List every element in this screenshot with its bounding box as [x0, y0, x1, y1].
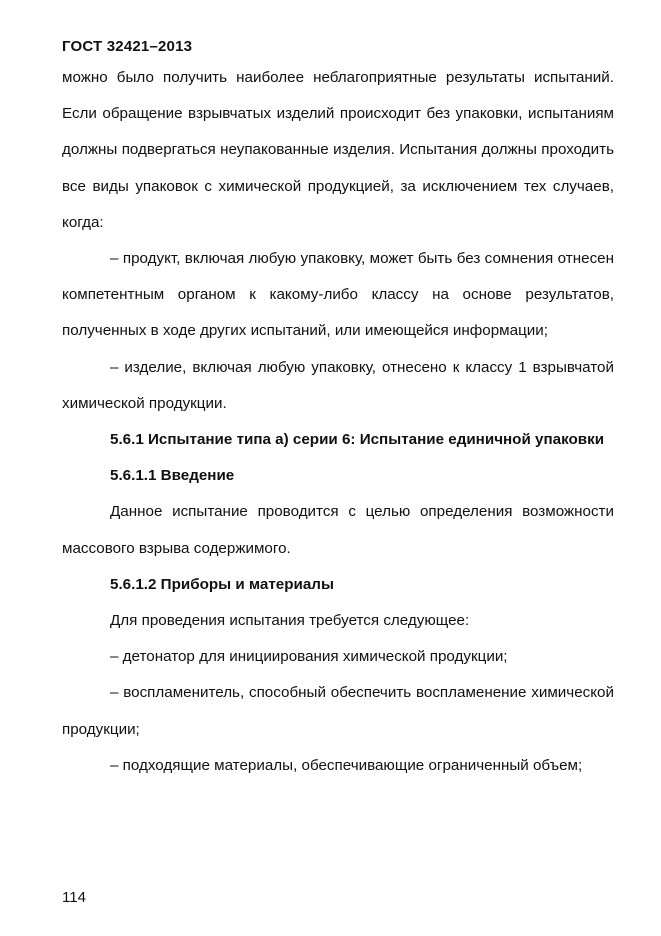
standard-header: ГОСТ 32421–2013	[62, 38, 193, 55]
paragraph-test-conditions: можно было получить наиболее неблагоприятные результаты испытаний. Если обращение взрывчатых изделий происходит без упаковки, испытаниям должны подвергаться неупакованные изделия. Испытания должны проходить все виды упаковок с химической продукцией, за исключением тех случаев, когда:	[62, 69, 614, 231]
list-item-igniter: – воспламенитель, способный обеспечить воспламенение химической продукции;	[62, 684, 614, 738]
page-number: 114	[62, 889, 86, 906]
list-item-product-exception: – продукт, включая любую упаковку, может быть без сомнения отнесен компетентным органом к какому-либо классу на основе результатов, полученных в ходе других испытаний, или имеющейся информации;	[62, 250, 614, 340]
list-item-article-exception: – изделие, включая любую упаковку, отнесено к классу 1 взрывчатой химической продукции.	[62, 358, 614, 412]
section-heading-5-6-1-2: 5.6.1.2 Приборы и материалы	[110, 575, 334, 593]
list-item-detonator: – детонатор для инициирования химической продукции;	[110, 648, 508, 666]
paragraph-requirements-intro: Для проведения испытания требуется следующее:	[110, 612, 470, 630]
section-heading-5-6-1-1: 5.6.1.1 Введение	[110, 467, 235, 485]
paragraph-test-purpose: Данное испытание проводится с целью определения возможности массового взрыва содержимого.	[62, 503, 614, 557]
list-item-confinement-materials: – подходящие материалы, обеспечивающие ограниченный объем;	[110, 756, 583, 774]
document-body	[62, 60, 614, 784]
section-heading-5-6-1: 5.6.1 Испытание типа а) серии 6: Испытание единичной упаковки	[110, 431, 605, 449]
